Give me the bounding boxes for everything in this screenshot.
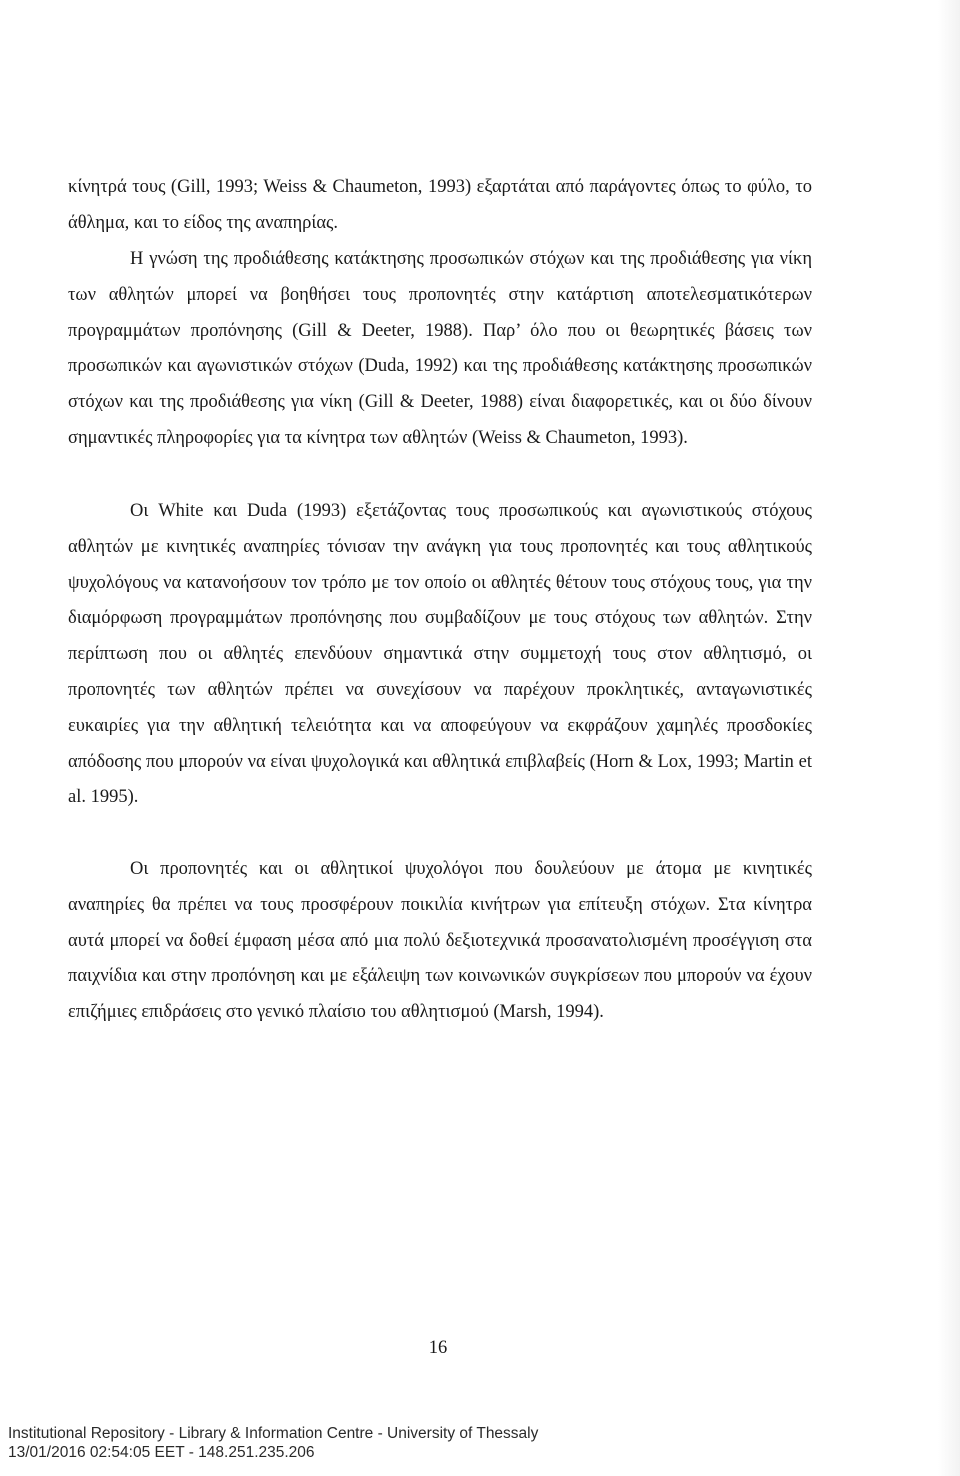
paragraph-text: κίνητρά τους (Gill, 1993; Weiss & Chaumeton, 1993) εξαρτάται από παράγοντες όπως το φύλο, το άθλημα, και το είδος της αναπηρίας. [68, 177, 812, 233]
repository-footer [8, 1424, 538, 1462]
paragraph-text: Οι White και Duda (1993) εξετάζοντας τους προσωπικούς και αγωνιστικούς στόχους αθλητών με κινητικές αναπηρίες τόνισαν την ανάγκη για τους προπονητές και τους αθλητικούς ψυχολόγους να κατανοήσουν τον τρόπο με τον οποίο οι αθλητές θέτουν τους στόχους τους, για την διαμόρφωση προγραμμάτων προπόνησης που συμβαδίζουν με τους στόχους των αθλητών. Στην περίπτωση που οι αθλητές επενδύουν σημαντικά στην συμμετοχή τους στον αθλητισμό, οι προπονητές των αθλητών πρέπει να συνεχίσουν να παρέχουν προκλητικές, ανταγωνιστικές ευκαιρίες για την αθλητική τελειότητα και να αποφεύγουν να εκφράζουν χαμηλές προσδοκίες απόδοσης που μπορούν να είναι ψυχολογικά και αθλητικά επιβλαβείς (Horn & Lox, 1993; Martin et al. 1995). [68, 501, 812, 808]
scan-edge-shadow [938, 0, 960, 1476]
page-number: 16 [428, 1338, 448, 1358]
paragraph-white-duda [68, 494, 812, 816]
footer-repository-line: Institutional Repository - Library & Information Centre - University of Thessaly [8, 1425, 539, 1442]
paragraph-text: Οι προπονητές και οι αθλητικοί ψυχολόγοι που δουλεύουν με άτομα με κινητικές αναπηρίες θα πρέπει να τους προσφέρουν ποικιλία κινήτρων για επίτευξη στόχων. Στα κίνητρα αυτά μπορεί να δοθεί έμφαση μέσα από μια πολύ δεξιοτεχνικά προσανατολισμένη προσέγγιση στα παιχνίδια και στην προπόνηση και με εξάλειψη των κοινωνικών συγκρίσεων που μπορούν να έχουν επιζήμιες επιδράσεις στο γενικό πλαίσιο του αθλητισμού (Marsh, 1994). [68, 859, 812, 1023]
paragraph-goal-orientation [68, 242, 812, 457]
paragraph-continuation [68, 170, 812, 242]
paragraph-coaches [68, 852, 812, 1031]
footer-timestamp-line: 13/01/2016 02:54:05 EET - 148.251.235.206 [8, 1444, 315, 1461]
paragraph-text: Η γνώση της προδιάθεσης κατάκτησης προσωπικών στόχων και της προδιάθεσης για νίκη των αθλητών μπορεί να βοηθήσει τους προπονητές στην κατάρτιση αποτελεσματικότερων προγραμμάτων προπόνησης (Gill & Deeter, 1988). Παρ’ όλο που οι θεωρητικές βάσεις των προσωπικών και αγωνιστικών στόχων (Duda, 1992) και της προδιάθεσης κατάκτησης προσωπικών στόχων και της προδιάθεσης για νίκη (Gill & Deeter, 1988) είναι διαφορετικές, και οι δύο δίνουν σημαντικές πληροφορίες για τα κίνητρα των αθλητών (Weiss & Chaumeton, 1993). [68, 249, 812, 448]
